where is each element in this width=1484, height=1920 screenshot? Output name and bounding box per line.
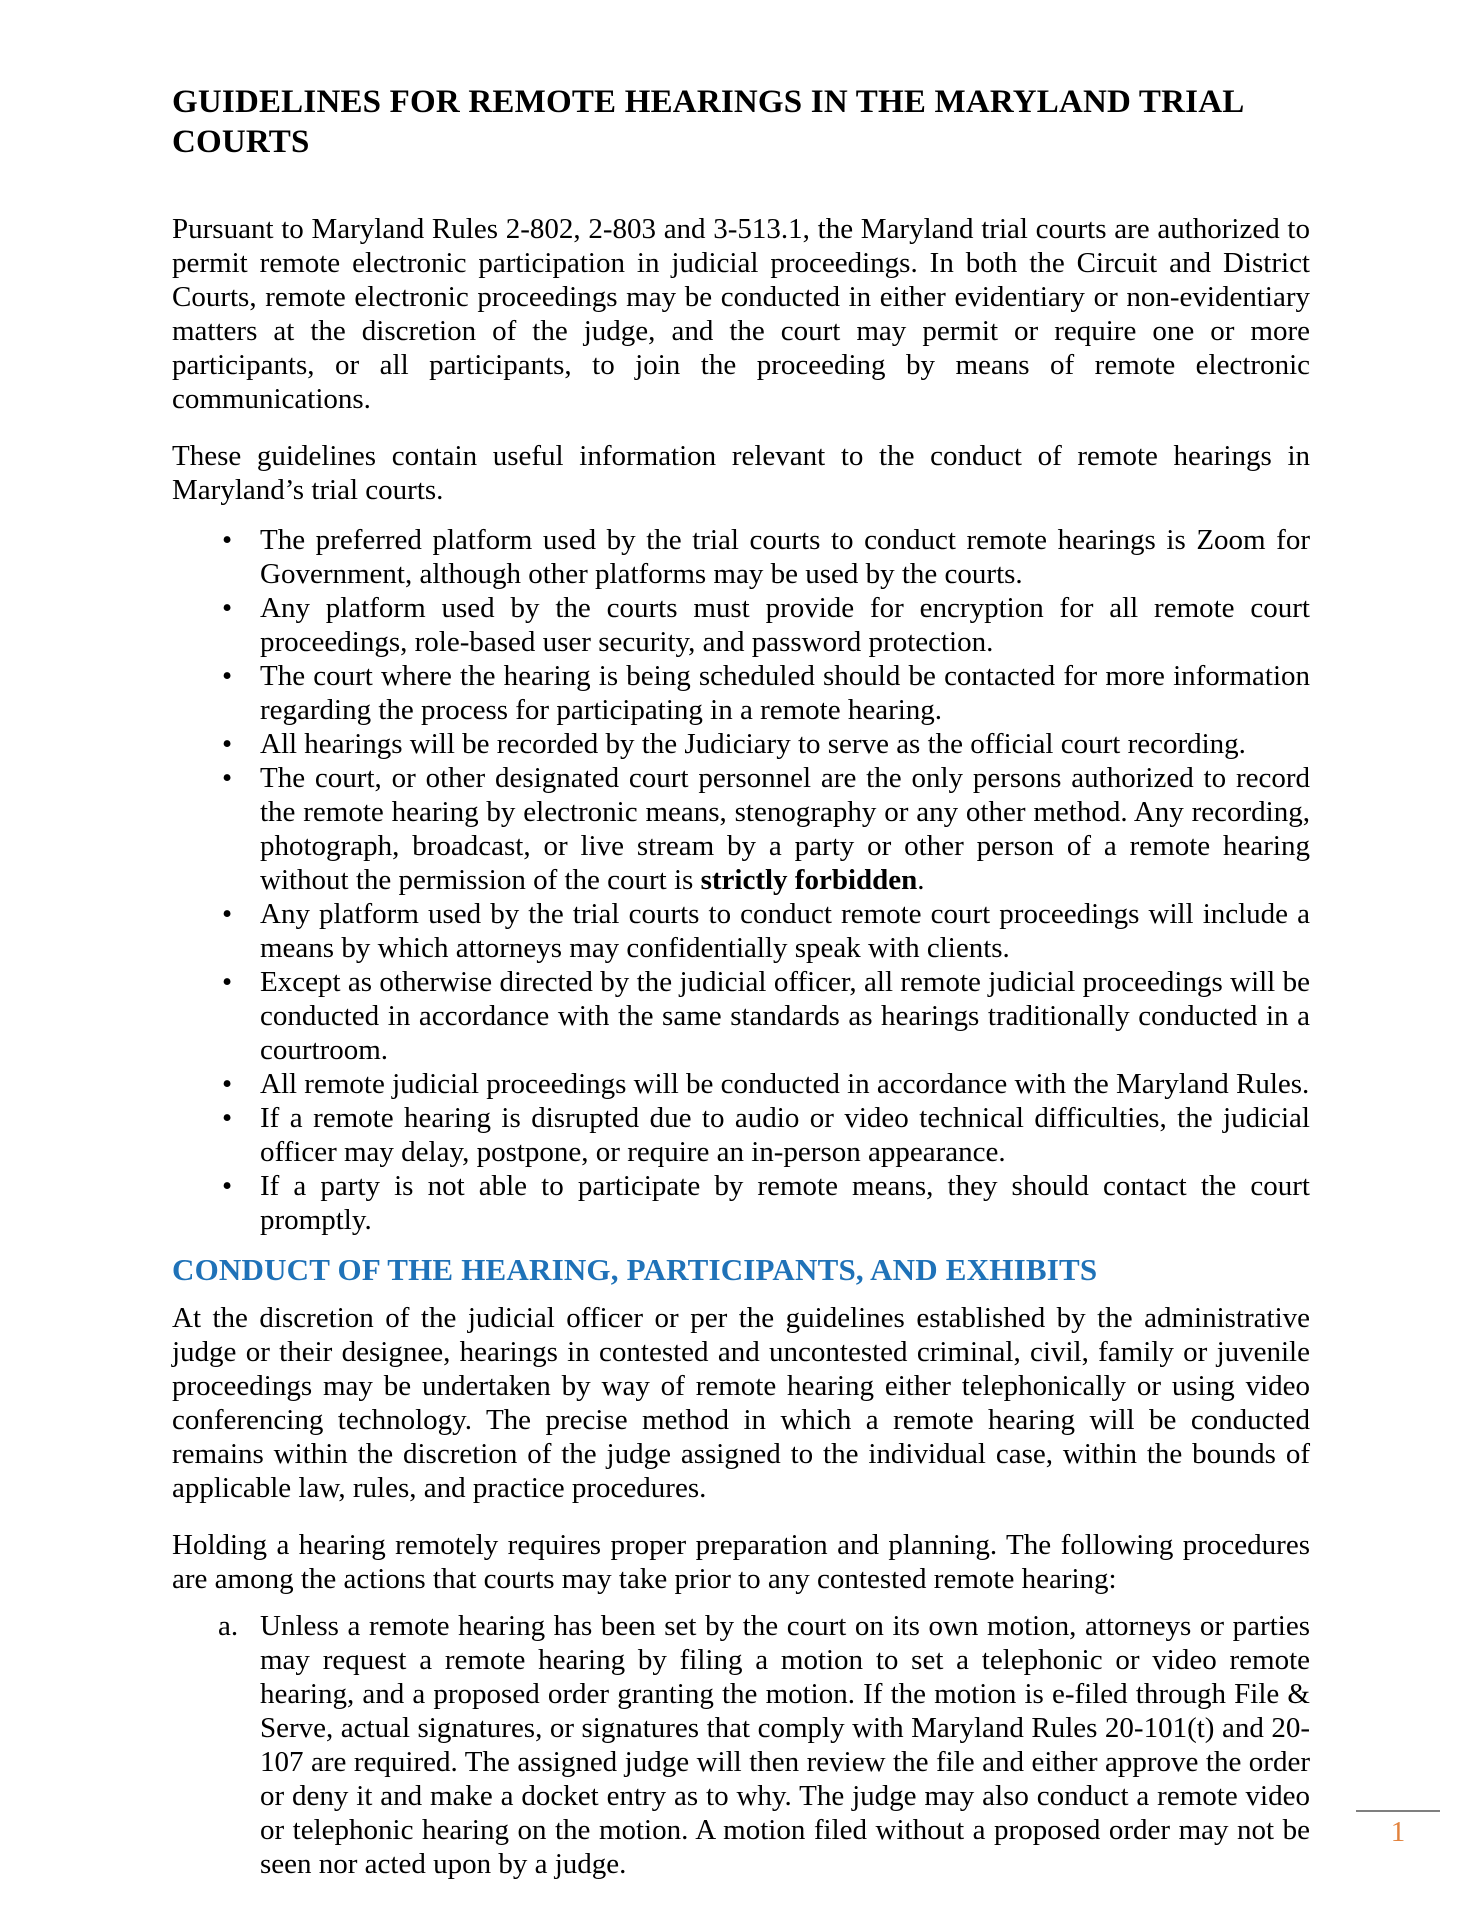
- bullet-icon: •: [222, 592, 233, 624]
- bullet-icon: •: [222, 762, 233, 794]
- list-item: [172, 897, 1310, 965]
- list-item-text: The preferred platform used by the trial courts to conduct remote hearings is Zoom for Government, although other platforms may be used by the courts.: [260, 524, 1310, 590]
- footer-divider: [1356, 1810, 1440, 1812]
- guidelines-bullet-list: [172, 523, 1310, 1237]
- intro-paragraph-1: Pursuant to Maryland Rules 2-802, 2-803 and 3-513.1, the Maryland trial courts are authorized to permit remote electronic participation in judicial proceedings. In both the Circuit and District Courts, remote electronic proceedings may be conducted in either evidentiary or non-evidentiary matters at the discretion of the judge, and the court may permit or require one or more participants, or all participants, to join the proceeding by means of remote electronic communications.: [172, 213, 1310, 415]
- list-item-text: All hearings will be recorded by the Judiciary to serve as the official court recording.: [260, 728, 1246, 760]
- list-item-marker: a.: [218, 1610, 239, 1642]
- list-item: [172, 727, 1310, 761]
- bullet-icon: •: [222, 966, 233, 998]
- section-heading: CONDUCT OF THE HEARING, PARTICIPANTS, AND EXHIBITS: [172, 1252, 1098, 1287]
- bullet-icon: •: [222, 524, 233, 556]
- section-paragraph-1: At the discretion of the judicial officer or per the guidelines established by the administrative judge or their designee, hearings in contested and uncontested criminal, civil, family or juvenile proceedings may be undertaken by way of remote hearing either telephonically or using video conferencing technology. The precise method in which a remote hearing will be conducted remains within the discretion of the judge assigned to the individual case, within the bounds of applicable law, rules, and practice procedures.: [172, 1302, 1310, 1504]
- section-paragraph-2: Holding a hearing remotely requires proper preparation and planning. The following procedures are among the actions that courts may take prior to any contested remote hearing:: [172, 1529, 1310, 1595]
- bullet-icon: •: [222, 1068, 233, 1100]
- list-item: [172, 761, 1310, 897]
- bullet-icon: •: [222, 728, 233, 760]
- list-item: [172, 965, 1310, 1067]
- list-item: [172, 1101, 1310, 1169]
- list-item-text: .: [917, 864, 925, 896]
- list-item: [172, 591, 1310, 659]
- list-item-text: Unless a remote hearing has been set by the court on its own motion, attorneys or parties may request a remote hearing by filing a motion to set a telephonic or video remote hearing, and a proposed order granting the motion. If the motion is e-filed through File & Serve, actual signatures, or signatures that comply with Maryland Rules 20-101(t) and 20-107 are required. The assigned judge will then review the file and either approve the order or deny it and make a docket entry as to why. The judge may also conduct a remote video or telephonic hearing on the motion. A motion filed without a proposed order may not be seen nor acted upon by a judge.: [260, 1610, 1310, 1880]
- page-number: 1: [1390, 1816, 1406, 1848]
- bullet-icon: •: [222, 898, 233, 930]
- list-item-text: The court where the hearing is being scheduled should be contacted for more information regarding the process for participating in a remote hearing.: [260, 660, 1310, 726]
- list-item: [172, 659, 1310, 727]
- list-item-text: If a party is not able to participate by remote means, they should contact the court promptly.: [260, 1170, 1310, 1236]
- list-item-text: The court, or other designated court personnel are the only persons authorized to record the remote hearing by electronic means, stenography or any other method. Any recording, photograph, broadcast, or live stream by a party or other person of a remote hearing without the permission of the court is: [260, 762, 1310, 896]
- list-item-text: If a remote hearing is disrupted due to audio or video technical difficulties, the judicial officer may delay, postpone, or require an in-person appearance.: [260, 1102, 1310, 1168]
- list-item-text: Any platform used by the courts must provide for encryption for all remote court proceedings, role-based user security, and password protection.: [260, 592, 1310, 658]
- bullet-icon: •: [222, 1170, 233, 1202]
- document-title: GUIDELINES FOR REMOTE HEARINGS IN THE MARYLAND TRIAL COURTS: [172, 84, 1243, 160]
- list-item: [172, 1067, 1310, 1101]
- list-item-text: All remote judicial proceedings will be conducted in accordance with the Maryland Rules.: [260, 1068, 1310, 1100]
- list-item-text: Any platform used by the trial courts to conduct remote court proceedings will include a means by which attorneys may confidentially speak with clients.: [260, 898, 1310, 964]
- list-item-bold-text: strictly forbidden: [700, 864, 918, 896]
- bullet-icon: •: [222, 1102, 233, 1134]
- intro-paragraph-2: These guidelines contain useful information relevant to the conduct of remote hearings in Maryland’s trial courts.: [172, 440, 1310, 506]
- list-item: [172, 1609, 1310, 1881]
- list-item: [172, 1169, 1310, 1237]
- bullet-icon: •: [222, 660, 233, 692]
- list-item-text: Except as otherwise directed by the judicial officer, all remote judicial proceedings will be conducted in accordance with the same standards as hearings traditionally conducted in a courtroom.: [260, 966, 1310, 1066]
- procedures-alpha-list: [172, 1609, 1310, 1881]
- list-item: [172, 523, 1310, 591]
